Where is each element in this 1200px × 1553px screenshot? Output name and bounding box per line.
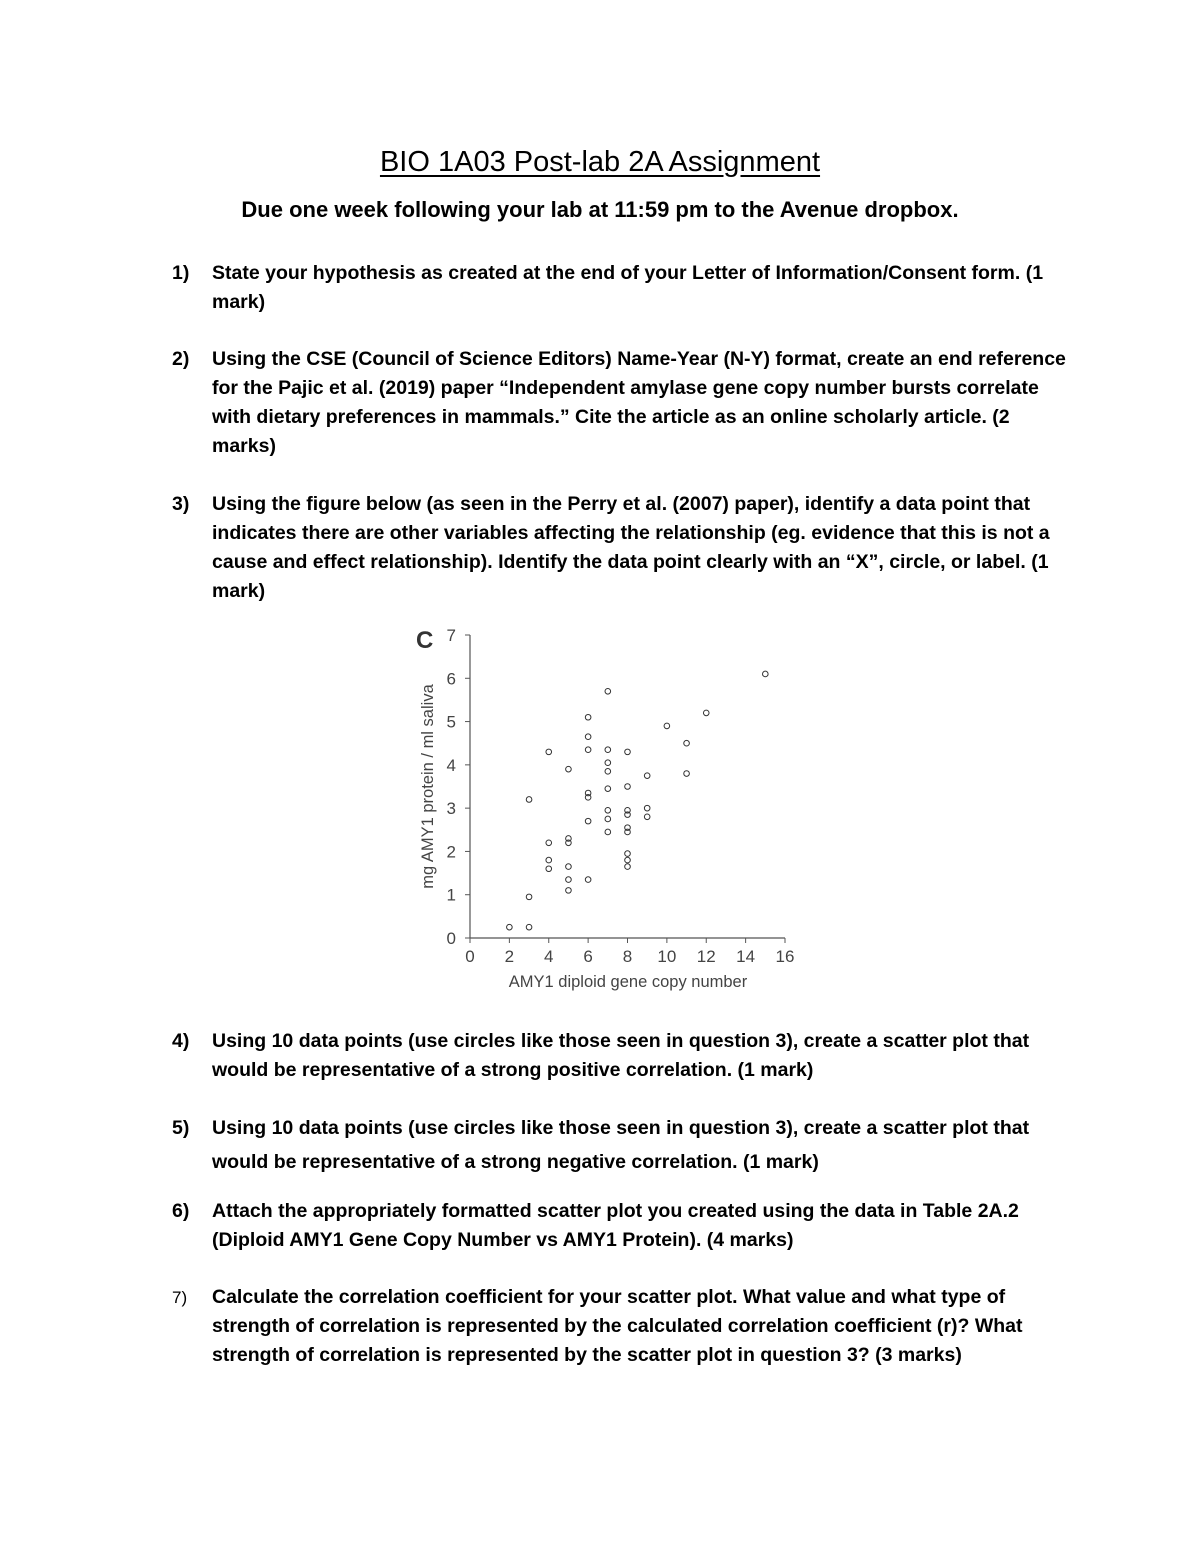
data-point xyxy=(526,894,532,900)
panel-label: C xyxy=(416,627,434,654)
question-text: State your hypothesis as created at the end of your Letter of Information/Consent form. (1 mark) xyxy=(212,262,1044,313)
question-text: Attach the appropriately formatted scatter plot you created using the data in Table 2A.2 (Diploid AMY1 Gene Copy Number vs AMY1 Protein). (4 marks) xyxy=(212,1200,1019,1251)
data-point xyxy=(526,797,532,803)
x-tick-label: 4 xyxy=(544,947,554,966)
scatter-plot xyxy=(410,620,810,1000)
y-tick-label: 1 xyxy=(446,885,456,905)
y-tick-label: 3 xyxy=(446,799,456,819)
x-tick-label: 2 xyxy=(504,947,515,966)
data-point xyxy=(585,714,591,720)
document-title: BIO 1A03 Post-lab 2A Assignment xyxy=(379,146,821,178)
data-point xyxy=(585,734,591,740)
question-4 xyxy=(172,1027,1072,1085)
data-point xyxy=(625,864,631,870)
data-point xyxy=(605,688,611,694)
data-point xyxy=(605,816,611,822)
x-tick-label: 12 xyxy=(696,947,716,966)
x-tick-label: 6 xyxy=(583,947,593,966)
question-number: 7) xyxy=(172,1288,188,1307)
data-point xyxy=(644,773,650,779)
data-point xyxy=(644,814,650,820)
question-text: Using 10 data points (use circles like those seen in question 3), create a scatter plot that would be representative of a strong negative correlation. (1 mark) xyxy=(212,1117,1030,1173)
x-axis-label: AMY1 diploid gene copy number xyxy=(508,973,748,991)
data-point xyxy=(546,840,552,846)
data-point xyxy=(585,818,591,824)
y-tick-label: 0 xyxy=(446,929,456,948)
data-point xyxy=(605,769,611,775)
data-point xyxy=(644,805,650,811)
y-tick-label: 7 xyxy=(446,626,456,645)
question-number: 1) xyxy=(172,262,190,284)
data-point xyxy=(605,829,611,835)
question-number: 2) xyxy=(172,348,190,370)
data-point xyxy=(546,749,552,755)
x-tick-label: 14 xyxy=(736,947,756,966)
y-axis-label: mg AMY1 protein / ml saliva xyxy=(419,684,437,889)
x-tick-label: 10 xyxy=(657,947,677,966)
data-point xyxy=(526,924,532,930)
y-tick-label: 4 xyxy=(446,755,456,775)
x-tick-label: 16 xyxy=(775,947,795,966)
data-point xyxy=(625,749,631,755)
question-text: Using 10 data points (use circles like those seen in question 3), create a scatter plot that would be representative of a strong positive correlation. (1 mark) xyxy=(212,1030,1030,1081)
data-point xyxy=(566,877,572,883)
question-3 xyxy=(172,490,1072,606)
scatter-figure xyxy=(410,620,810,1000)
data-point xyxy=(605,747,611,753)
data-point xyxy=(566,864,572,870)
data-point xyxy=(625,851,631,857)
data-point xyxy=(507,924,513,930)
x-tick-label: 8 xyxy=(622,947,633,966)
data-point xyxy=(585,747,591,753)
data-point xyxy=(605,808,611,814)
data-point xyxy=(546,866,552,872)
question-6 xyxy=(172,1197,1072,1255)
data-point xyxy=(703,710,709,716)
question-7 xyxy=(172,1283,1072,1370)
data-point xyxy=(684,771,690,777)
data-point xyxy=(625,784,631,790)
question-number: 3) xyxy=(172,493,190,515)
data-point xyxy=(664,723,670,729)
data-point xyxy=(684,740,690,746)
due-date-line: Due one week following your lab at 11:59 pm to the Avenue dropbox. xyxy=(241,197,959,222)
question-text: Using the figure below (as seen in the Perry et al. (2007) paper), identify a data point that indicates there are other variables affecting the relationship (eg. evidence that this is not a cause and effect relationship). Identify the data point clearly with an “X”, circle, or label. (1 mark) xyxy=(212,493,1050,602)
data-point xyxy=(546,857,552,863)
data-point xyxy=(566,888,572,894)
question-1 xyxy=(172,259,1072,317)
y-tick-label: 6 xyxy=(446,669,456,689)
question-text: Calculate the correlation coefficient for your scatter plot. What value and what type of strength of correlation is represented by the calculated correlation coefficient (r)? What strength of correlation is represented by the scatter plot in question 3? (3 marks) xyxy=(212,1286,1023,1366)
data-point xyxy=(585,877,591,883)
data-point xyxy=(605,760,611,766)
data-point xyxy=(763,671,769,677)
question-5 xyxy=(172,1111,1072,1179)
data-point xyxy=(625,857,631,863)
question-number: 5) xyxy=(172,1117,190,1139)
question-number: 6) xyxy=(172,1200,190,1222)
data-point xyxy=(605,786,611,792)
data-point xyxy=(566,766,572,772)
y-tick-label: 5 xyxy=(446,712,456,732)
x-tick-label: 0 xyxy=(465,947,475,966)
y-tick-label: 2 xyxy=(446,842,456,862)
question-number: 4) xyxy=(172,1030,190,1052)
question-text: Using the CSE (Council of Science Editors) Name-Year (N-Y) format, create an end reference for the Pajic et al. (2019) paper “Independent amylase gene copy number bursts correlate with dietary preferences in mammals.” Cite the article as an online scholarly article. (2 marks) xyxy=(212,348,1066,457)
question-2 xyxy=(172,345,1072,461)
